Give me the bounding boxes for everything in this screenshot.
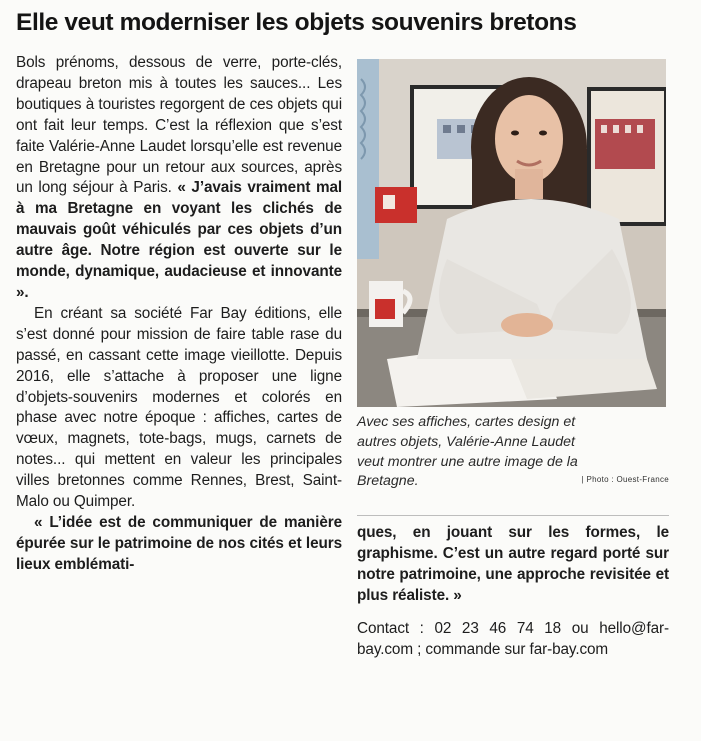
paragraph-quote-start: « L’idée est de communiquer de manière épurée sur le patrimoine de nos cités et leurs lieux emblémati- [16,513,342,573]
article-photo [357,59,666,407]
paragraph-quote-end: ques, en jouant sur les formes, le graphisme. C’est un autre regard porté sur notre patrimoine, une approche revisitée et plus réaliste. » [357,524,669,604]
photo-credit: | Photo : Ouest-France [581,475,669,485]
left-column [16,53,342,576]
photo-caption-block [357,413,669,492]
paragraph-company: En créant sa société Far Bay éditions, elle s’est donné pour mission de faire table rase du passé, en cassant cette image vieillotte. Depuis 2016, elle s’attache à proposer une ligne d’objets-souvenirs modernes et colorés en phase avec notre époque : affiches, cartes de vœux, magnets, tote-bags, mugs, carnets de notes... qui mettent en valeur les principales villes bretonnes comme Rennes, Brest, Saint-Malo ou Quimper. [16,304,342,511]
intro-quote: « J’avais vraiment mal à ma Bretagne en voyant les clichés de mauvais goût véhiculés par ces objets d’un autre âge. Notre région est ouverte sur le monde, dynamique, audacieuse et innovante ». [16,179,343,301]
caption-divider [357,515,669,516]
article-headline: Elle veut moderniser les objets souvenirs bretons [16,9,577,36]
contact-line: Contact : 02 23 46 74 18 ou hello@far-bay.com ; commande sur far-bay.com [357,619,669,658]
intro-text: Bols prénoms, dessous de verre, porte-clés, drapeau breton mis à toutes les sauces... Les boutiques à touristes regorgent de ces objets qui ont fait leur temps. C’est la réflexion que s’est faite Valérie-Anne Laudet lorsqu’elle est revenue en Bretagne pour un retour aux sources, après un long séjour à Paris. [16,54,342,197]
right-column [357,523,669,660]
photo-caption: Avec ses affiches, cartes design et autres objets, Valérie-Anne Laudet veut montrer une autre image de la Bretagne. [357,414,578,490]
photo-illustration [357,59,666,407]
paragraph-intro [16,53,342,304]
